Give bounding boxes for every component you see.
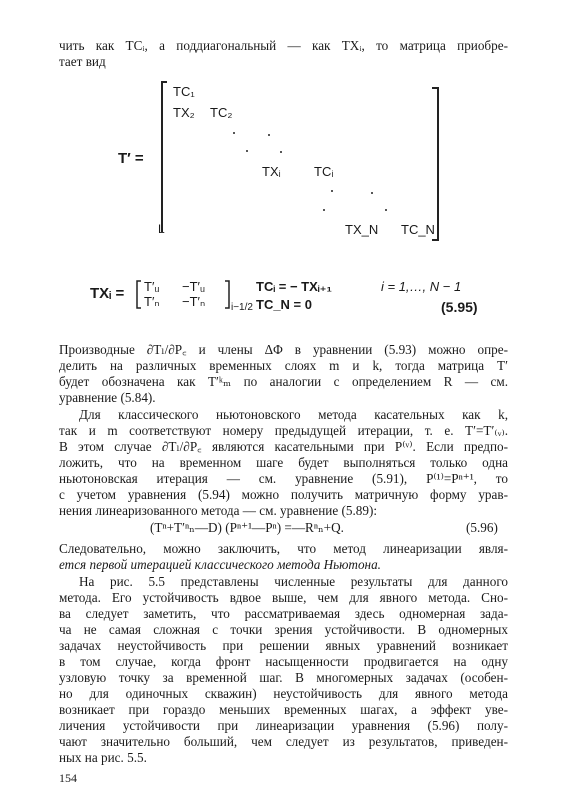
eq595-number: (5.95) xyxy=(441,299,478,315)
matrix-entry-txi: TXᵢ xyxy=(262,164,281,179)
conclusion-line: ется первой итерацией классического метода Ньютона. xyxy=(59,557,381,572)
matrix-dot xyxy=(331,190,333,192)
para3-line: личения устойчивости при линеаризации уравнения (5.96) полу- xyxy=(59,718,508,733)
matrix-dot xyxy=(233,132,235,134)
eq595-m22: −T′ₙ xyxy=(182,294,206,309)
para1-line: уравнение (5.84). xyxy=(59,390,156,405)
matrix-entry-tx2: TX₂ xyxy=(173,105,195,120)
matrix-entry-tcn: TC_N xyxy=(401,222,435,237)
para3-line: На рис. 5.5 представлены численные результаты для данного xyxy=(79,574,508,589)
matrix-entry-tci: TCᵢ xyxy=(314,164,334,179)
eq595-subscript: i−1/2 xyxy=(231,302,253,313)
eq595-lhs: TXᵢ = xyxy=(90,285,125,302)
eq596-body: (Tⁿ+T′ⁿₙ—D) (Pⁿ⁺¹—Pⁿ) =—Rⁿₙ+Q. xyxy=(150,520,344,535)
para3-line: метода. Его устойчивость вдвое выше, чем для явного метода. Сно- xyxy=(59,590,508,605)
para3-line: ча не самая сложная с точки зрения устойчивости. В одномерных xyxy=(59,622,508,637)
para2-line: ложить, что на временном шаге будет выполняться только одна xyxy=(59,455,508,470)
eq595-tci: TCᵢ = − TXᵢ₊₁ xyxy=(256,279,332,294)
page-number: 154 xyxy=(59,771,77,785)
eq595-m21: T′ₙ xyxy=(144,294,160,309)
eq595-tcn: TC_N = 0 xyxy=(256,297,312,312)
matrix-entry-tc2: TC₂ xyxy=(210,105,233,120)
para3-line: возникает при гораздо меньших временных шагах, а эффект уве- xyxy=(59,702,508,717)
para2-line: Для классического ньютоновского метода касательных как k, xyxy=(79,407,508,422)
matrix-dot xyxy=(323,209,325,211)
para3-line: ва следует заметить, что рассматриваемая здесь одномерная зада- xyxy=(59,606,508,621)
para3-line: но для одиночных скважин) неустойчивость для явного метода xyxy=(59,686,508,701)
para3-line: задачах неустойчивость при решении явных уравнений возникает xyxy=(59,638,508,653)
eq595-m12: −T′ᵤ xyxy=(182,279,205,294)
para3-line: чают значительно больший, чем следует из результатов, приведен- xyxy=(59,734,508,749)
matrix-dot xyxy=(371,192,373,194)
eq596-number: (5.96) xyxy=(466,520,498,535)
para1-line: делить на различных временных слоях m и k, тогда матрица T′ xyxy=(59,358,508,373)
para1-line: Производные ∂Tₗ/∂P꜀ и члены ΔΦ в уравнении (5.93) можно опре- xyxy=(59,342,508,357)
para2-line: с учетом уравнения (5.94) можно получить матричную форму урав- xyxy=(59,487,508,502)
para3-line: в том случае, когда фронт насыщенности продвигается на одну xyxy=(59,654,508,669)
matrix-dot xyxy=(280,151,282,153)
para1-line: будет обозначена как T′ᵏₘ по аналогии с определением R — см. xyxy=(59,374,508,389)
matrix-entry-txn: TX_N xyxy=(345,222,379,237)
intro-line-2: тает вид xyxy=(59,54,106,69)
matrix-dot xyxy=(385,209,387,211)
para2-line: нения линеаризованного метода — см. уравнение (5.89): xyxy=(59,503,378,518)
matrix-dot xyxy=(268,134,270,136)
para3-line: узловую точку за временной шаг. В многомерных задачах (особен- xyxy=(59,670,508,685)
para2-line: В этом случае ∂Tₗ/∂P꜀ являются касательными при P⁽ᵛ⁾. Если предпо- xyxy=(59,439,508,454)
para3-line: ных на рис. 5.5. xyxy=(59,750,147,765)
para2-line: ньютоновская итерация — см. уравнение (5.91), P⁽¹⁾=Pⁿ⁺¹, то xyxy=(59,471,508,486)
matrix-label: T′ = xyxy=(118,150,144,167)
eq595-m11: T′ᵤ xyxy=(144,279,160,294)
matrix-dot xyxy=(246,150,248,152)
matrix-entry-tc1: TC₁ xyxy=(173,84,195,99)
para2-line: так и m соответствуют номеру предыдущей итерации, т. е. T′=T′₍ᵥ₎. xyxy=(59,423,508,438)
conclusion-line: Следовательно, можно заключить, что метод линеаризации явля- xyxy=(59,541,508,556)
intro-line-1: чить как TCᵢ, а поддиагональный — как TXᵢ, то матрица приобре- xyxy=(59,38,508,53)
eq595-range: i = 1,…, N − 1 xyxy=(381,279,462,294)
matrix-corner-mark: L xyxy=(158,222,165,236)
